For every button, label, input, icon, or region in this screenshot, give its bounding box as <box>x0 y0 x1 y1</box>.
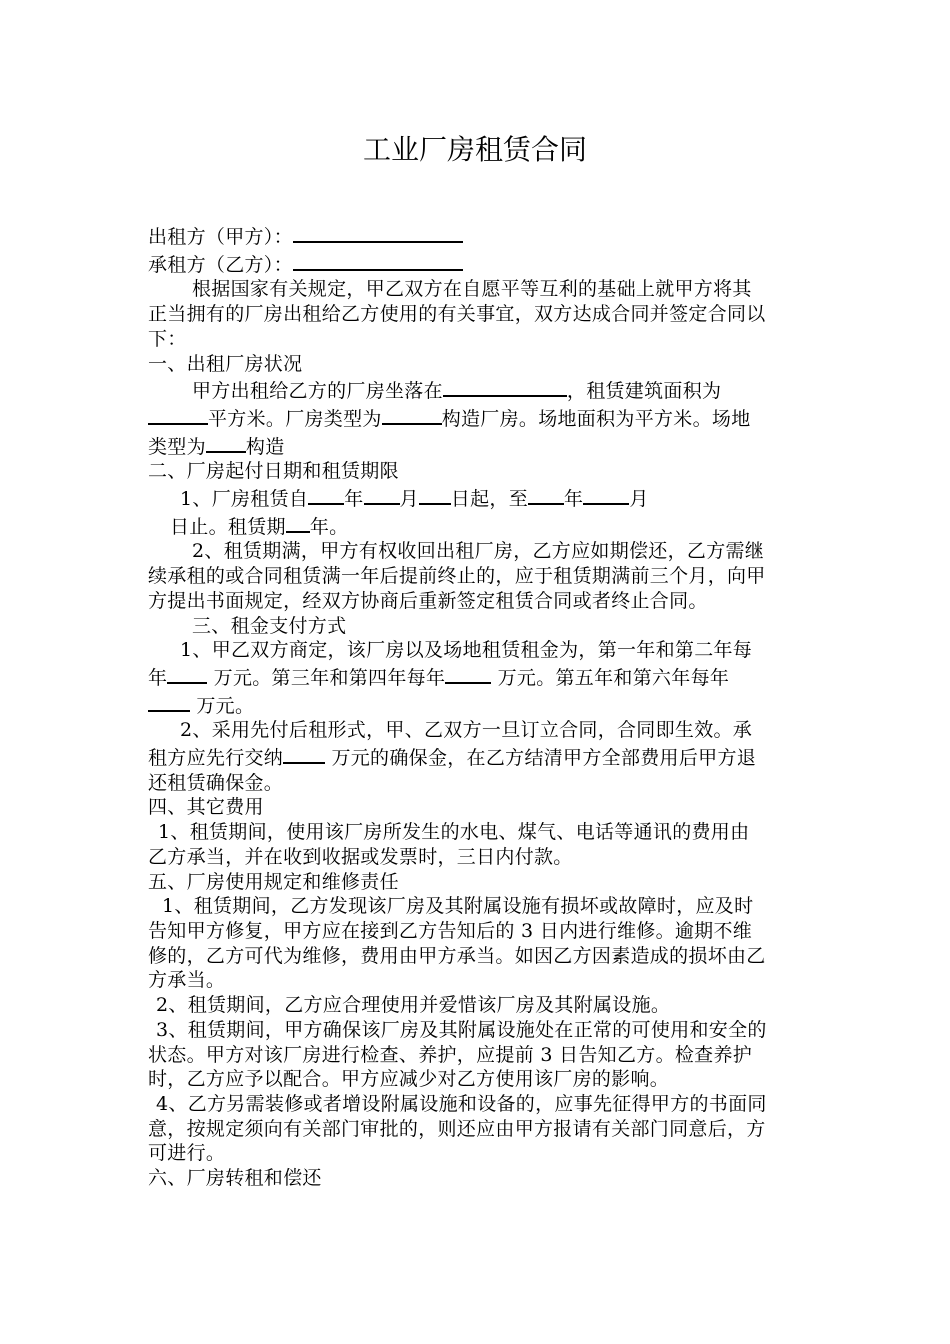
clause-text: 万元。 <box>190 694 255 717</box>
section-heading: 五、厂房使用规定和维修责任 <box>148 870 399 893</box>
location-blank <box>443 376 567 397</box>
clause-text: 构造 <box>245 435 285 458</box>
clause-text: 1、甲乙双方商定，该厂房以及场地租赁租金为，第一年和第二年每年 <box>148 639 753 689</box>
clause-paragraph: 2、租赁期间，乙方应合理使用并爱惜该厂房及其附属设施。 <box>156 994 671 1017</box>
clause-paragraph: 1、租赁期间，乙方发现该厂房及其附属设施有损坏或故障时，应及时告知甲方修复，甲方应在接到乙方告知后的 3 日内进行维修。逾期不维修的，乙方可代为维修，费用由甲方承当。如因乙方因素造成的损坏由乙方承当。 <box>148 895 766 992</box>
lessor-blank <box>293 222 463 243</box>
type-blank <box>382 404 442 425</box>
lessee-label: 承租方（乙方）： <box>148 253 293 276</box>
clause-text: 构造厂房。场地面积为平方米。场地类型为 <box>148 407 751 458</box>
section-heading: 一、出租厂房状况 <box>148 352 303 375</box>
area-blank <box>148 404 208 425</box>
lessor-label: 出租方（甲方）： <box>148 226 293 248</box>
section-heading: 四、其它费用 <box>148 796 264 819</box>
clause-text: 年 <box>564 488 584 511</box>
year-blank <box>528 484 564 505</box>
clause-paragraph: 1、租赁期间，使用该厂房所发生的水电、煤气、电话等通讯的费用由乙方承当，并在收到收据或发票时，三日内付款。 <box>148 821 750 868</box>
site-type-blank <box>206 432 246 453</box>
section-heading: 三、租金支付方式 <box>192 614 347 637</box>
month-blank <box>583 484 629 505</box>
clause-paragraph <box>148 484 768 539</box>
clause-text: 万元的确保金，在乙方结清甲方全部费用后甲方退还租赁确保金。 <box>148 747 757 794</box>
intro-paragraph: 根据国家有关规定，甲乙双方在自愿平等互利的基础上就甲方将其正当拥有的厂房出租给乙方使用的有关事宜，双方达成合同并签定合同以下： <box>148 278 766 350</box>
clause-text: 月 <box>399 488 419 511</box>
clause-text: 平方米。厂房类型为 <box>208 407 382 430</box>
document-body <box>148 222 768 1191</box>
clause-paragraph: 3、租赁期间，甲方确保该厂房及其附属设施处在正常的可使用和安全的状态。甲方对该厂房进行检查、养护，应提前 3 日告知乙方。检查养护时，乙方应予以配合。甲方应减少对乙方使用该厂房的影响。 <box>148 1018 767 1091</box>
clause-text: ，租赁建筑面积为 <box>566 380 722 403</box>
lessee-blank <box>293 250 463 271</box>
rent-blank <box>445 663 491 684</box>
document-title: 工业厂房租赁合同 <box>362 133 587 166</box>
rent-blank <box>148 691 190 712</box>
day-blank <box>419 484 451 505</box>
year-blank <box>308 484 344 505</box>
clause-paragraph: 4、乙方另需装修或者增设附属设施和设备的，应事先征得甲方的书面同意，按规定须向有关部门审批的，则还应由甲方报请有关部门同意后，方可进行。 <box>148 1092 767 1165</box>
clause-text: 年。 <box>309 515 349 538</box>
clause-text: 甲方出租给乙方的厂房坐落在 <box>192 380 443 403</box>
clause-text: 万元。第三年和第四年每年 <box>207 666 446 689</box>
clause-text: 万元。第五年和第六年每年 <box>491 666 730 689</box>
section-heading: 六、厂房转租和偿还 <box>148 1167 322 1190</box>
lessor-line <box>148 222 768 250</box>
clause-paragraph <box>148 376 768 459</box>
term-blank <box>286 512 310 533</box>
clause-text: 日止。租赁期 <box>170 515 286 538</box>
clause-text: 2、采用先付后租形式，甲、乙双方一旦订立合同，合同即生效。承租方应先行交纳 <box>148 719 753 770</box>
clause-text: 日起，至 <box>450 488 529 511</box>
clause-paragraph: 2、租赁期满，甲方有权收回出租厂房，乙方应如期偿还，乙方需继续承租的或合同租赁满一年后提前终止的，应于租赁期满前三个月，向甲方提出书面规定，经双方协商后重新签定租赁合同或者终止合同。 <box>148 540 766 612</box>
deposit-blank <box>283 743 325 764</box>
clause-paragraph <box>148 638 768 718</box>
section-heading: 二、厂房起付日期和租赁期限 <box>148 460 399 483</box>
clause-text: 年 <box>344 488 364 511</box>
clause-paragraph <box>148 718 768 795</box>
clause-text: 月 <box>629 488 649 511</box>
month-blank <box>364 484 400 505</box>
rent-blank <box>167 663 207 684</box>
lessee-line <box>148 250 768 278</box>
clause-text: 1、厂房租赁自 <box>180 488 309 511</box>
